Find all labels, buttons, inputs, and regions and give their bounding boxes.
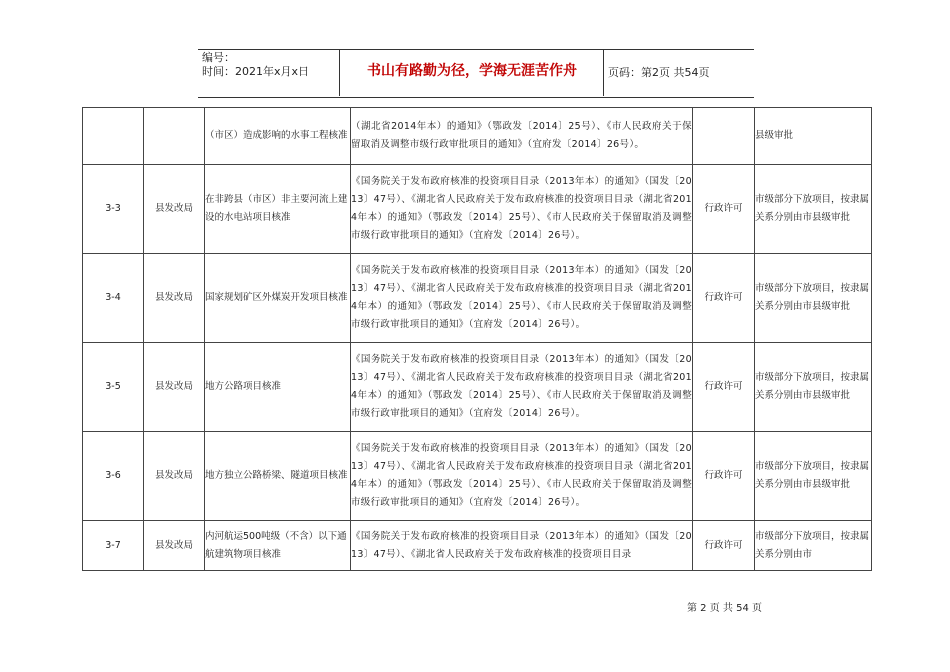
row-type: 行政许可 [693,165,755,254]
row-item-name: 地方公路项目核准 [205,343,351,432]
row-item-name: （市区）造成影响的水事工程核准 [205,108,351,165]
row-item-name: 国家规划矿区外煤炭开发项目核准 [205,254,351,343]
row-remark: 市级部分下放项目，按隶属关系分别由市县级审批 [755,343,872,432]
row-legal-basis: 《国务院关于发布政府核准的投资项目目录（2013年本）的通知》（国发〔2013〕47号）、《湖北省人民政府关于发布政府核准的投资项目目录（湖北省2014年本）的通知》（鄂政发〔2014〕25号）、《市人民政府关于保留取消及调整市级行政审批项目的通知》（宜府发〔2014〕26号）。 [351,165,693,254]
table-row [83,343,872,432]
table-row [83,521,872,571]
row-department: 县发改局 [144,254,205,343]
row-number: 3-7 [83,521,144,571]
row-remark: 市级部分下放项目，按隶属关系分别由市县级审批 [755,165,872,254]
row-department: 县发改局 [144,521,205,571]
row-department: 县发改局 [144,343,205,432]
row-number [83,108,144,165]
row-legal-basis: 《国务院关于发布政府核准的投资项目目录（2013年本）的通知》（国发〔2013〕47号）、《湖北省人民政府关于发布政府核准的投资项目目录 [351,521,693,571]
row-item-name: 在非跨县（市区）非主要河流上建设的水电站项目核准 [205,165,351,254]
row-type: 行政许可 [693,343,755,432]
row-type: 行政许可 [693,521,755,571]
row-legal-basis: 《国务院关于发布政府核准的投资项目目录（2013年本）的通知》（国发〔2013〕47号）、《湖北省人民政府关于发布政府核准的投资项目目录（湖北省2014年本）的通知》（鄂政发〔2014〕25号）、《市人民政府关于保留取消及调整市级行政审批项目的通知》（宜府发〔2014〕26号）。 [351,432,693,521]
row-remark: 市级部分下放项目，按隶属关系分别由市 [755,521,872,571]
table-row [83,108,872,165]
table-row [83,254,872,343]
header-time-label: 时间：2021年x月x日 [202,65,310,78]
header-page-label: 页码：第2页 共54页 [608,66,710,79]
row-item-name: 内河航运500吨级（不含）以下通航建筑物项目核准 [205,521,351,571]
header-slogan: 书山有路勤为径，学海无涯苦作舟 [367,63,577,79]
header-number-label: 编号： [202,51,235,64]
row-number: 3-3 [83,165,144,254]
row-department [144,108,205,165]
row-remark: 市级部分下放项目，按隶属关系分别由市县级审批 [755,254,872,343]
table-row [83,165,872,254]
row-number: 3-6 [83,432,144,521]
row-type: 行政许可 [693,254,755,343]
row-number: 3-4 [83,254,144,343]
row-number: 3-5 [83,343,144,432]
table-row [83,432,872,521]
row-legal-basis: （湖北省2014年本）的通知》（鄂政发〔2014〕25号）、《市人民政府关于保留取消及调整市级行政审批项目的通知》（宜府发〔2014〕26号）。 [351,108,693,165]
row-legal-basis: 《国务院关于发布政府核准的投资项目目录（2013年本）的通知》（国发〔2013〕47号）、《湖北省人民政府关于发布政府核准的投资项目目录（湖北省2014年本）的通知》（鄂政发〔2014〕25号）、《市人民政府关于保留取消及调整市级行政审批项目的通知》（宜府发〔2014〕26号）。 [351,343,693,432]
row-type [693,108,755,165]
row-department: 县发改局 [144,432,205,521]
row-type: 行政许可 [693,432,755,521]
row-department: 县发改局 [144,165,205,254]
approval-items-table [82,107,872,571]
row-item-name: 地方独立公路桥梁、隧道项目核准 [205,432,351,521]
row-legal-basis: 《国务院关于发布政府核准的投资项目目录（2013年本）的通知》（国发〔2013〕47号）、《湖北省人民政府关于发布政府核准的投资项目目录（湖北省2014年本）的通知》（鄂政发〔2014〕25号）、《市人民政府关于保留取消及调整市级行政审批项目的通知》（宜府发〔2014〕26号）。 [351,254,693,343]
row-remark: 县级审批 [755,108,872,165]
row-remark: 市级部分下放项目，按隶属关系分别由市县级审批 [755,432,872,521]
page-footer: 第 2 页 共 54 页 [687,603,762,614]
